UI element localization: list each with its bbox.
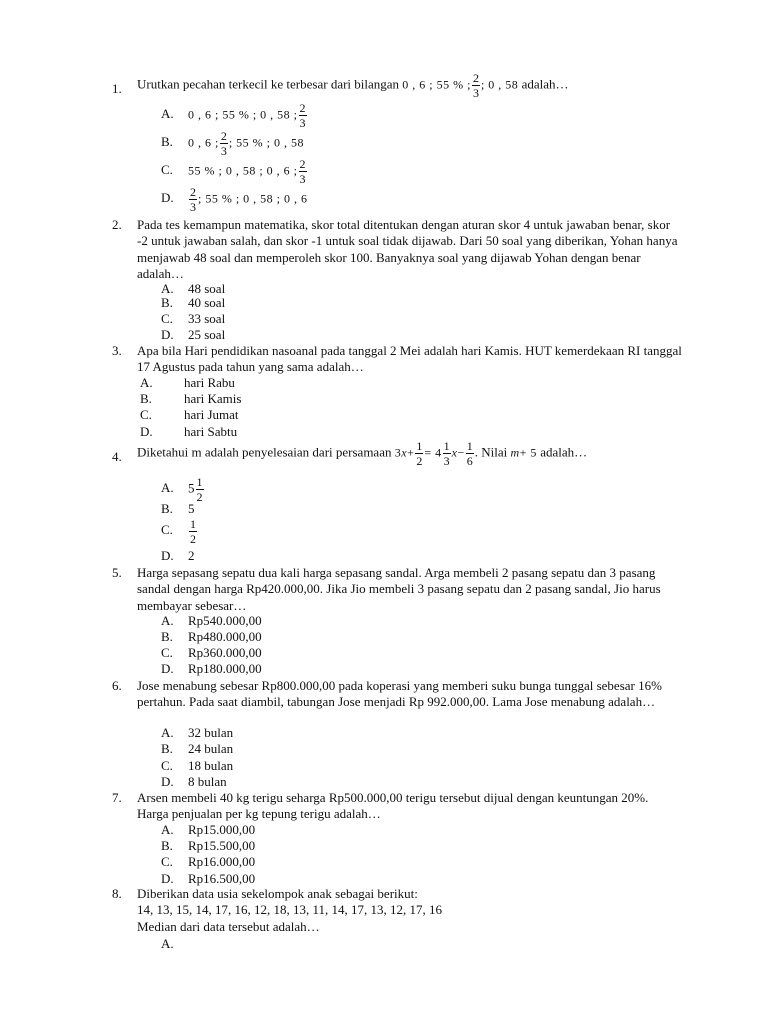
- option-a[interactable]: A. Rp540.000,00: [161, 613, 262, 628]
- option-c[interactable]: C. 33 soal: [161, 311, 226, 326]
- option-b[interactable]: B. 40 soal: [161, 295, 226, 310]
- option-d[interactable]: D. 25 soal: [161, 327, 226, 342]
- option-d[interactable]: D. $\frac{2}{3}$ ; 55 % ; 0 , 58 ; 0 , 6: [161, 185, 308, 214]
- option-b[interactable]: B. Rp480.000,00: [161, 629, 262, 644]
- fraction: $\frac{1}{2}$: [196, 475, 203, 504]
- option-a[interactable]: A. hari Rabu: [140, 375, 235, 390]
- option-b[interactable]: B. 0 , 6 ; $\frac{2}{3}$ ; 55 % ; 0 , 58: [161, 129, 305, 158]
- option-c[interactable]: C. Rp16.000,00: [161, 854, 256, 869]
- option-d[interactable]: D. 8 bulan: [161, 774, 227, 789]
- option-a[interactable]: A. 0 , 6 ; 55 % ; 0 , 58 ; $\frac{2}{3}$: [161, 101, 306, 130]
- question-stem: Pada tes kemampun matematika, skor total ditentukan dengan aturan skor 4 untuk jawaban benar, skor -2 untuk jawaban salah, dan skor -1 untuk soal tidak dijawab. Dari 50 soal yang diberikan, Yohan hanya menjawab 48 soal dan memperoleh skor 100. Banyaknya soal yang dijawab Yohan dengan benar adalah…: [137, 217, 678, 281]
- option-a[interactable]: A. 48 soal: [161, 281, 226, 296]
- question-number: 2.: [112, 217, 122, 232]
- option-b[interactable]: B. 24 bulan: [161, 741, 234, 756]
- question-stem: Urutkan pecahan terkecil ke terbesar dari bilangan 0 , 6 ; 55 % ; $\frac{2}{3}$ ; 0 , 58 adalah…: [137, 71, 569, 100]
- option-d[interactable]: D. 2: [161, 548, 195, 563]
- question-number: 7.: [112, 790, 122, 805]
- question-number: 5.: [112, 565, 122, 580]
- data-values: 14, 13, 15, 14, 17, 16, 12, 18, 13, 11, 14, 17, 13, 12, 17, 16: [137, 902, 443, 918]
- option-b[interactable]: B. Rp15.500,00: [161, 838, 256, 853]
- option-a[interactable]: A.: [161, 936, 174, 951]
- option-d[interactable]: D. hari Sabtu: [140, 424, 238, 439]
- option-a[interactable]: A. 5 $\frac{1}{2}$: [161, 475, 203, 504]
- fraction: $\frac{2}{3}$: [299, 157, 306, 186]
- option-c[interactable]: C. hari Jumat: [140, 407, 239, 422]
- question-number: 1.: [112, 81, 122, 96]
- fraction: $\frac{1}{2}$: [190, 517, 196, 546]
- option-c[interactable]: C. 18 bulan: [161, 758, 234, 773]
- option-c[interactable]: C. 55 % ; 0 , 58 ; 0 , 6 ; $\frac{2}{3}$: [161, 157, 306, 186]
- fraction: $\frac{2}{3}$: [299, 101, 306, 130]
- fraction: $\frac{2}{3}$: [190, 185, 196, 214]
- question-stem: Jose menabung sebesar Rp800.000,00 pada koperasi yang memberi suku bunga tunggal sebesar 16% pertahun. Pada saat diambil, tabungan Jose menjadi Rp 992.000,00. Lama Jose menabung adalah…: [137, 678, 662, 710]
- question-stem: Apa bila Hari pendidikan nasoanal pada tanggal 2 Mei adalah hari Kamis. HUT kemerdekaan RI tanggal 17 Agustus pada tahun yang sama adalah…: [137, 343, 682, 375]
- question-stem: Diketahui m adalah penyelesaian dari persamaan 3x+ $\frac{1}{2}$ = 4 $\frac{1}{3}$ x− $\frac{1}{6}$ . Nilai m+ 5 adalah…: [137, 439, 588, 468]
- fraction: $\frac{1}{3}$: [443, 439, 450, 468]
- option-b[interactable]: B. hari Kamis: [140, 391, 242, 406]
- question-number: 8.: [112, 886, 122, 901]
- fraction: $\frac{1}{2}$: [416, 439, 423, 468]
- fraction: $\frac{2}{3}$: [220, 129, 227, 158]
- option-a[interactable]: A. Rp15.000,00: [161, 822, 256, 837]
- option-d[interactable]: D. Rp16.500,00: [161, 871, 256, 886]
- question-number: 6.: [112, 678, 122, 693]
- option-b[interactable]: B. 5: [161, 501, 195, 516]
- fraction: $\frac{2}{3}$: [472, 71, 479, 100]
- question-stem: Arsen membeli 40 kg terigu seharga Rp500.000,00 terigu tersebut dijual dengan keuntungan 20%. Harga penjualan per kg tepung terigu adalah…: [137, 790, 649, 822]
- fraction: $\frac{1}{6}$: [466, 439, 473, 468]
- option-c[interactable]: C. $\frac{1}{2}$: [161, 517, 196, 546]
- question-stem: Harga sepasang sepatu dua kali harga sepasang sandal. Arga membeli 2 pasang sepatu dan 3 pasang sandal dengan harga Rp420.000,00. Jika Jio membeli 3 pasang sepatu dan 2 pasang sandal, Jio harus membayar sebesar…: [137, 565, 661, 613]
- question-stem: Diberikan data usia sekelompok anak sebagai berikut: 14, 13, 15, 14, 17, 16, 12, 18, 13, 11, 14, 17, 13, 12, 17, 16 Median dari data tersebut adalah…: [137, 886, 682, 935]
- option-a[interactable]: A. 32 bulan: [161, 725, 234, 740]
- option-c[interactable]: C. Rp360.000,00: [161, 645, 262, 660]
- option-d[interactable]: D. Rp180.000,00: [161, 661, 262, 676]
- question-number: 3.: [112, 343, 122, 358]
- question-number: 4.: [112, 449, 122, 464]
